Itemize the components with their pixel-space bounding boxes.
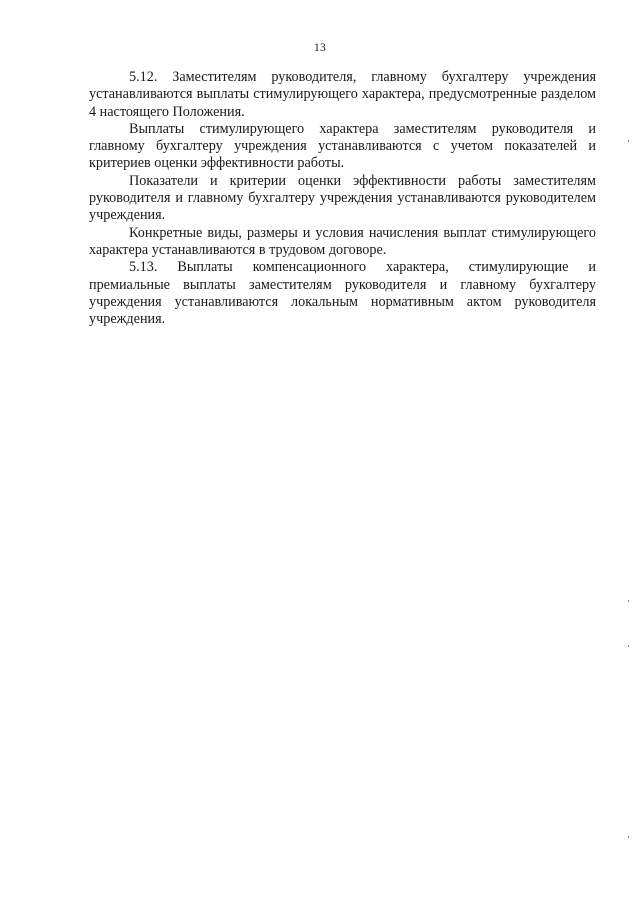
scan-speck [628,140,629,142]
document-body [89,69,596,328]
scan-speck [628,645,629,647]
paragraph-5-12: 5.12. Заместителям руководителя, главному бухгалтеру учреждения устанавливаются выплаты стимулирующего характера, предусмотренные разделом 4 настоящего Положения. [89,69,596,120]
page-number: 13 [313,42,327,54]
paragraph-specific-types: Конкретные виды, размеры и условия начисления выплат стимулирующего характера устанавливаются в трудовом договоре. [89,224,596,258]
paragraph-5-13: 5.13. Выплаты компенсационного характера, стимулирующие и премиальные выплаты заместителям руководителя и главному бухгалтеру учреждения устанавливаются локальным нормативным актом руководителя учреждения. [89,259,596,328]
scan-speck [628,600,629,602]
paragraph-performance-criteria: Показатели и критерии оценки эффективности работы заместителям руководителя и главному бухгалтеру учреждения устанавливаются руководителем учреждения. [89,172,596,224]
paragraph-stimulating-payments: Выплаты стимулирующего характера заместителям руководителя и главному бухгалтеру учреждения устанавливаются с учетом показателей и критериев оценки эффективности работы. [89,120,596,172]
scan-speck [628,836,629,838]
